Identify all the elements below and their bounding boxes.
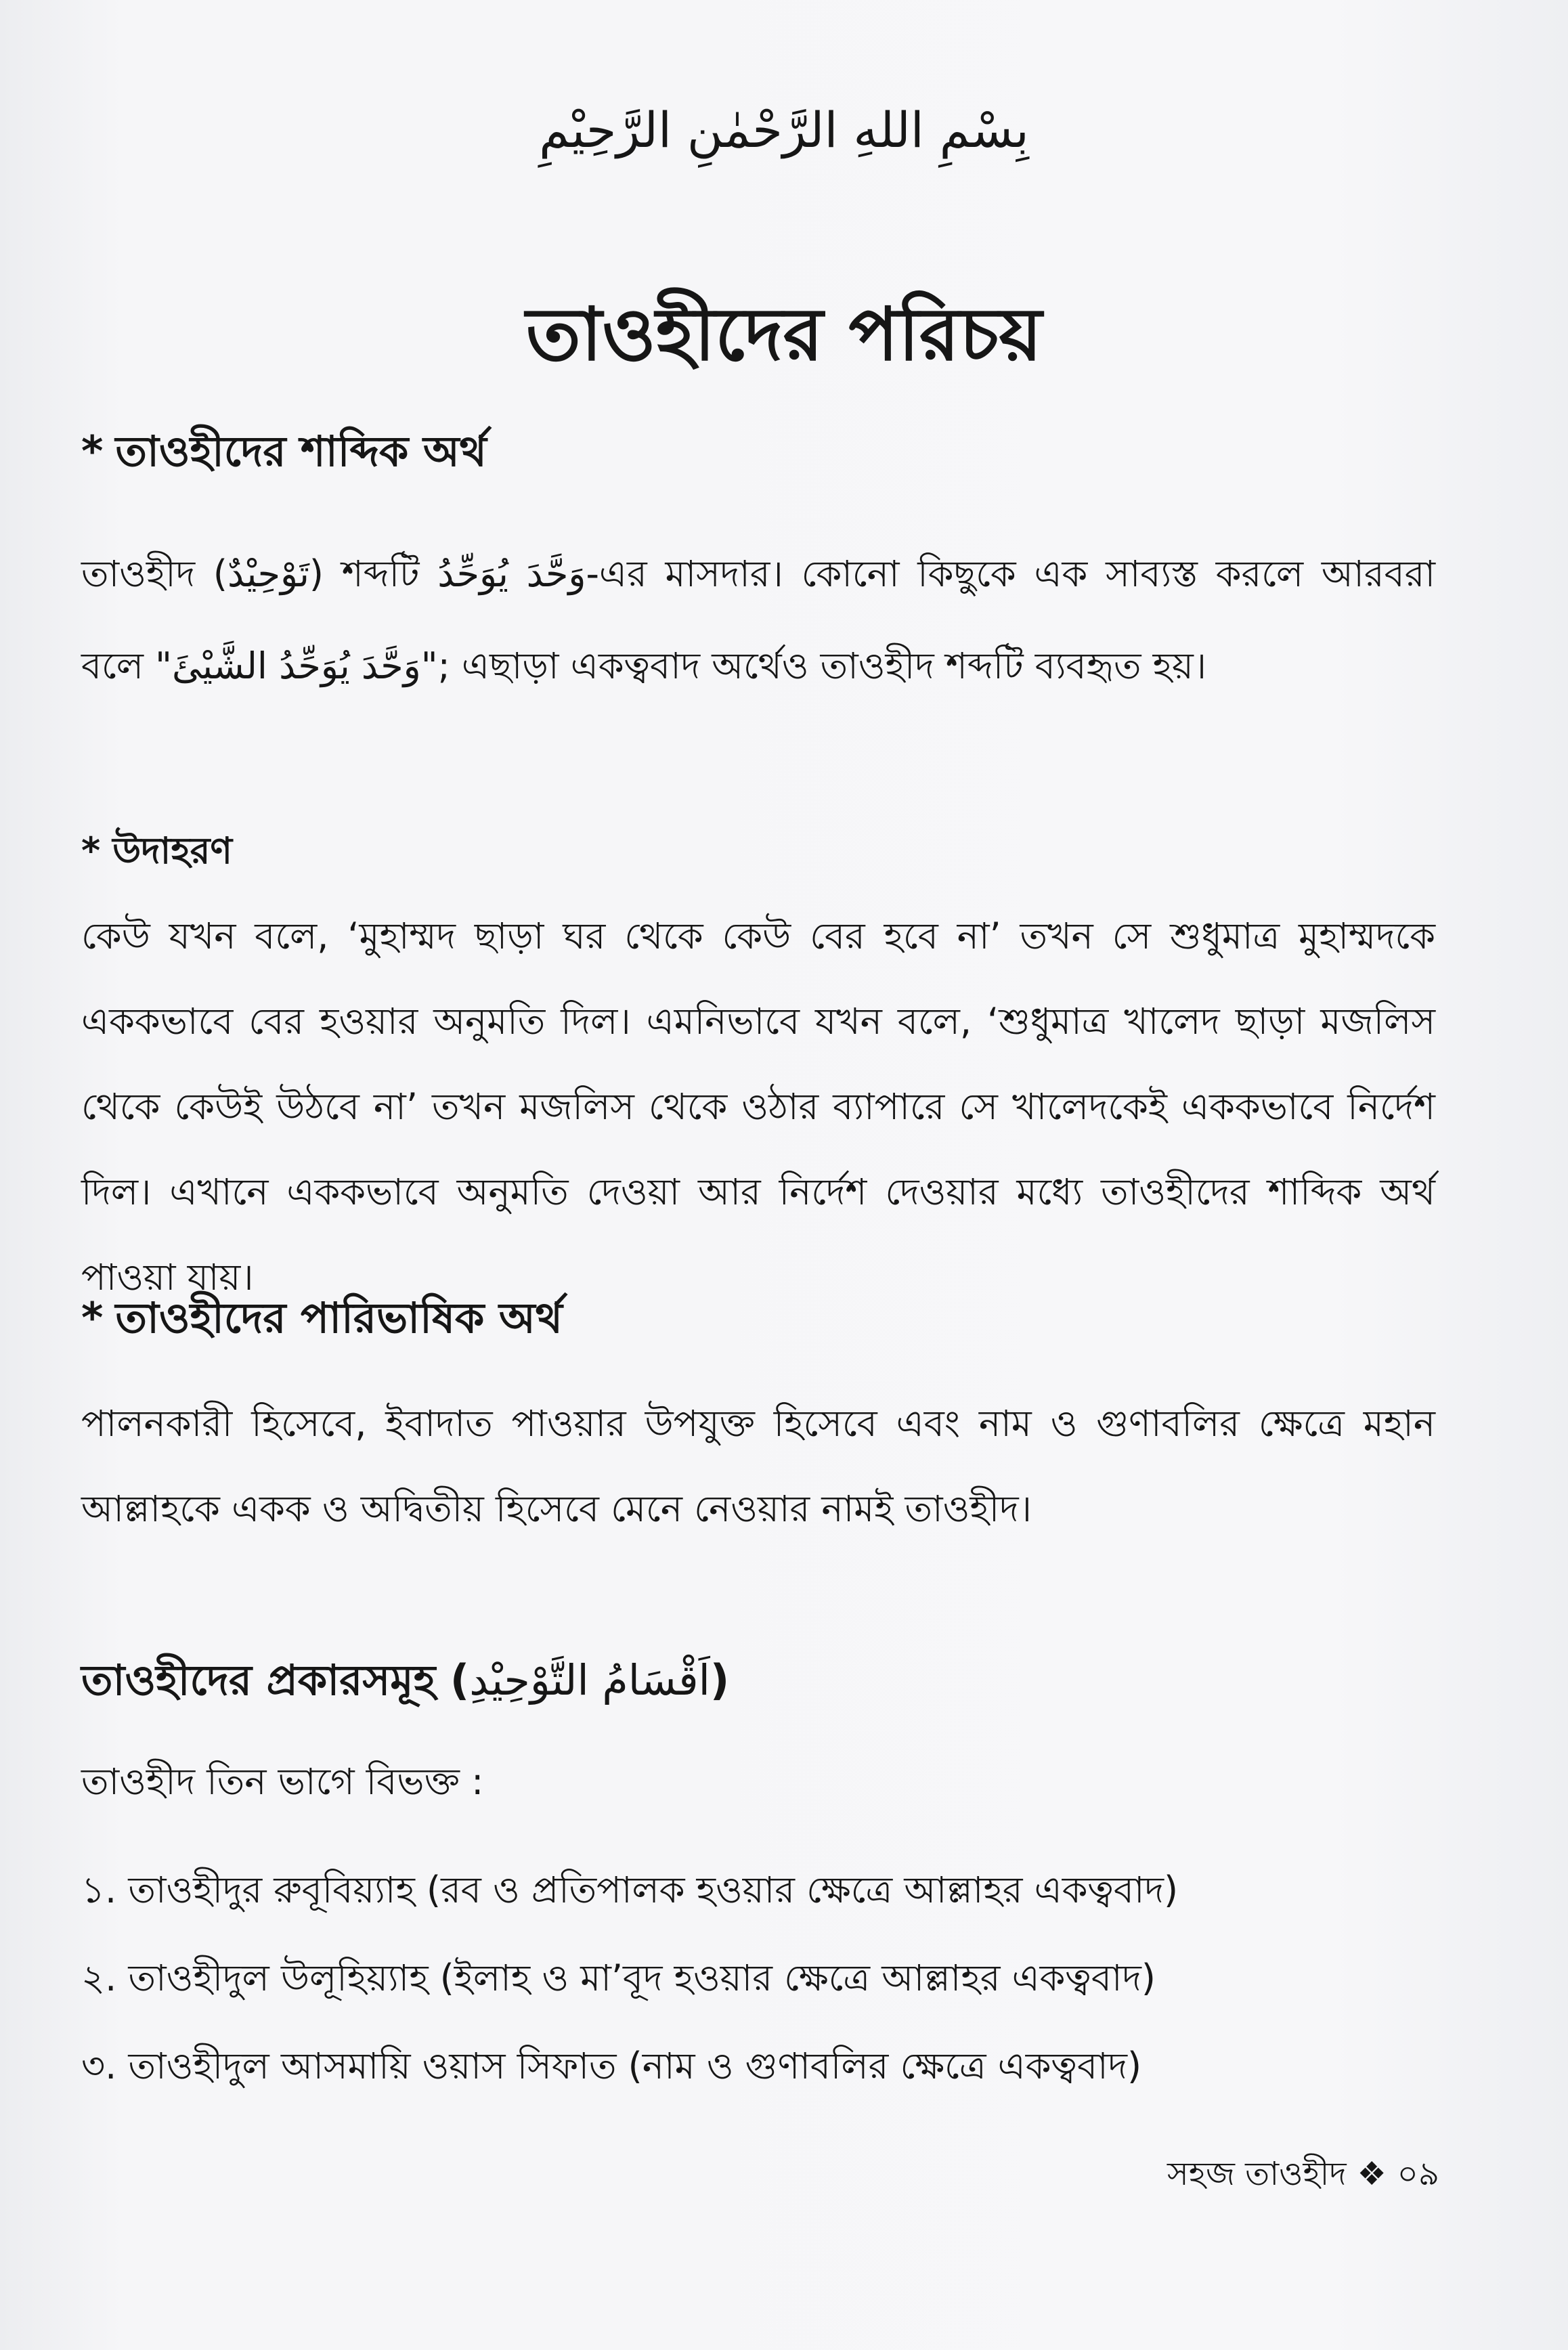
page-number: ০৯ xyxy=(1397,2155,1439,2193)
example-heading xyxy=(81,823,232,884)
heading-text: উদাহরণ xyxy=(112,829,233,872)
bullet-star: * xyxy=(81,1293,104,1343)
list-item: ১. তাওহীদুর রুবূবিয়্যাহ (রব ও প্রতিপালক হওয়ার ক্ষেত্রে আল্লাহর একত্ববাদ) xyxy=(81,1869,1179,1911)
heading-text: তাওহীদের পারিভাষিক অর্থ xyxy=(115,1293,563,1343)
page-title: তাওহীদের পরিচয় xyxy=(525,292,1043,377)
types-heading xyxy=(81,1649,729,1718)
page-footer xyxy=(1167,2150,1439,2203)
text-run: -এর মাসদার। কোনো কিছুকে এক সাব্যস্ত করলে আরবরা বলে xyxy=(81,552,1435,687)
text-run: ; এছাড়া একত্ববাদ অর্থেও তাওহীদ শব্দটি ব্যবহৃত হয়। xyxy=(437,645,1207,687)
book-title: সহজ তাওহীদ xyxy=(1167,2155,1347,2193)
arabic-heading: اَقْسَامُ التَّوْحِيْدِ xyxy=(469,1655,710,1705)
arabic-word: وَحَّدَ يُوَحِّدُ xyxy=(437,552,586,595)
heading-text: তাওহীদের শাব্দিক অর্থ xyxy=(115,427,487,476)
bismillah: بِسْمِ اللهِ الرَّحْمٰنِ الرَّحِيْمِ xyxy=(539,102,1029,158)
bullet-star: * xyxy=(81,427,104,476)
technical-meaning-paragraph: পালনকারী হিসেবে, ইবাদাত পাওয়ার উপযুক্ত হিসেবে এবং নাম ও গুণাবলির ক্ষেত্রে মহান আল্লাহকে একক ও অদ্বিতীয় হিসেবে মেনে নেওয়ার নামই তাওহীদ। xyxy=(81,1402,1435,1530)
literal-meaning-paragraph xyxy=(81,528,1435,712)
bullet-star: * xyxy=(81,829,101,872)
types-intro: তাওহীদ তিন ভাগে বিভক্ত : xyxy=(81,1760,484,1803)
list-item: ৩. তাওহীদুল আসমায়ি ওয়াস সিফাত (নাম ও গুণাবলির ক্ষেত্রে একত্ববাদ) xyxy=(81,2045,1142,2087)
literal-meaning-heading xyxy=(81,420,487,489)
separator-icon: ❖ xyxy=(1357,2155,1387,2193)
heading-text: তাওহীদের প্রকারসমূহ ( xyxy=(81,1655,470,1705)
text-run: ) শব্দটি xyxy=(309,552,438,595)
technical-meaning-heading xyxy=(81,1286,563,1356)
example-paragraph: কেউ যখন বলে, ‘মুহাম্মদ ছাড়া ঘর থেকে কেউ বের হবে না’ তখন সে শুধুমাত্র মুহাম্মদকে এককভাবে বের হওয়ার অনুমতি দিল। এমনিভাবে যখন বলে, ‘শুধুমাত্র খালেদ ছাড়া মজলিস থেকে কেউই উঠবে না’ তখন মজলিস থেকে ওঠার ব্যাপারে সে খালেদকেই এককভাবে নির্দেশ দিল। এখানে এককভাবে অনুমতি দেওয়া আর নির্দেশ দেওয়ার মধ্যে তাওহীদের শাব্দিক অর্থ পাওয়া যায়। xyxy=(81,915,1435,1299)
text-run: তাওহীদ ( xyxy=(81,552,227,595)
arabic-word: تَوْحِيْدٌ xyxy=(227,552,309,595)
arabic-phrase: "وَحَّدَ يُوَحِّدُ الشَّيْئَ" xyxy=(155,645,438,687)
heading-close: ) xyxy=(710,1655,730,1705)
list-item: ২. তাওহীদুল উলূহিয়্যাহ (ইলাহ ও মা’বূদ হওয়ার ক্ষেত্রে আল্লাহর একত্ববাদ) xyxy=(81,1957,1156,1999)
